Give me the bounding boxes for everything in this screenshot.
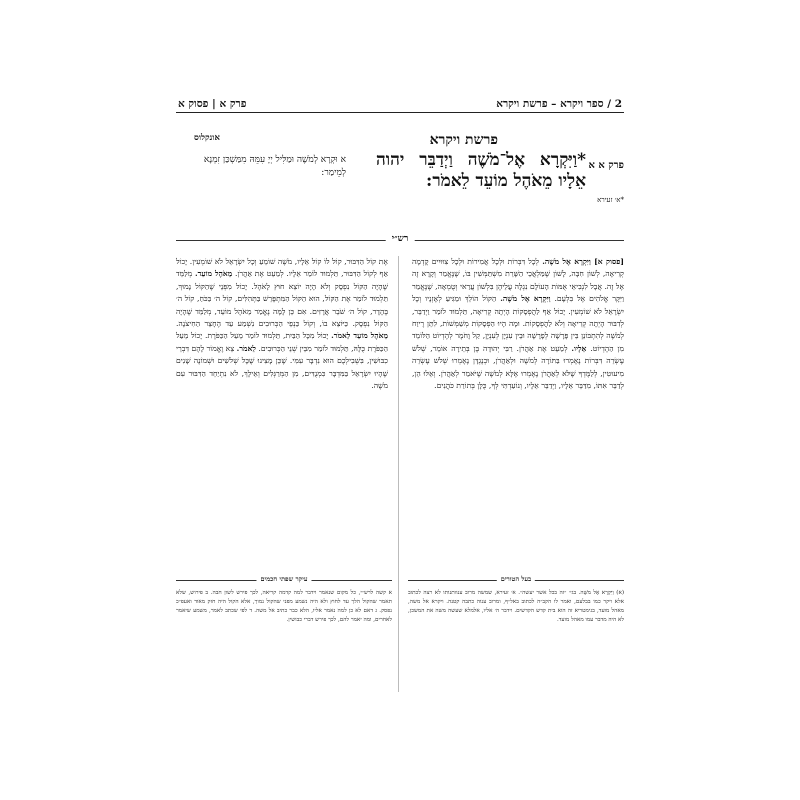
rashi-body: מְלַמֵּד שֶׁהָיָה הַקּוֹל נִפְסָק וְלֹא הָיָה יוֹצֵא חוּץ לָאֹהֶל. יָכוֹל מִפְּנֵי שֶׁהַקּוֹל נָמוּךְ, תַּלְמוּד לוֹמַר אֶת הַקּוֹל, הוּא הַקּוֹל הַמִּתְפָּרֵשׁ בַּתְּהִלִּים, קוֹל ה׳ בַּכֹּחַ, קוֹל ה׳ בֶּהָדָר, קוֹל ה׳ שֹׁבֵר אֲרָזִים. אִם כֵּן לָמָּה נֶאֱמַר מֵאֹהֶל מוֹעֵד, מְלַמֵּד שֶׁהָיָה הַקּוֹל נִפְסָק. כַּיּוֹצֵא בוֹ, וְקוֹל כַּנְפֵי הַכְּרוּבִים נִשְׁמַע עַד הֶחָצֵר הַחִיצֹנָה. [176, 269, 388, 329]
rashi-heading: מֵאֹהֶל מוֹעֵד לֵאמֹר. [331, 331, 388, 341]
ikar-siftei-title: עיקר שפתי חכמים [256, 575, 311, 583]
verse-label: פרק א א [588, 160, 624, 171]
header-chapter-verse: פרק א | פסוק א [178, 98, 247, 110]
rashi-column-right [412, 256, 624, 574]
verse-text: *וַיִּקְרָא אֶל־מֹשֶׁה וַיְדַבֵּר יהוה אֵלָיו מֵאֹהֶל מוֹעֵד לֵאמֹר: [376, 150, 586, 191]
onkelos-text: א וּקְרָא לְמֹשֶׁה וּמַלִּיל יְיָ עִמֵּהּ מִמַּשְׁכַּן זִמְנָא לְמֵימַר: [203, 155, 346, 178]
header-book-parsha: 2 / ספר ויקרא – פרשת ויקרא [496, 98, 622, 110]
ikar-siftei-text: א קשה לרש״י, כל מקום שנאמר וידבר למה קדמה קריאה, לכך פירש לשון חבה. ב פירוש, שלא תאמר שהקול הלך עד לחוץ ולא היה נשמע מפני שהקול נמוך, אלא הקול היה חזק מאוד ואעפ״כ נפסק. ג דאם לא כן למה נאמר אליו, הלא כבר כתיב אל משה. ד לפי שכתב לאמר, משמע שיאמר לאחרים, ומה יאמר להם, לכך פירש דברי כבושין. [176, 590, 392, 623]
parsha-title: פרשת ויקרא [429, 132, 498, 148]
page-header [176, 92, 624, 113]
rashi-body: לְמַעֵט אֶת אַהֲרֹן. רַבִּי יְהוּדָה בֶּן בְּתֵירָה אוֹמֵר, שְׁלֹשׁ עֶשְׂרֵה דִּבְּרוֹת נֶאֶמְרוּ בַּתּוֹרָה לְמֹשֶׁה וּלְאַהֲרֹן, וּכְנֶגְדָּן נֶאֶמְרוּ שְׁלֹשׁ עֶשְׂרֵה מִיעוּטִין, לְלַמֶּדְךָ שֶׁלֹּא לְאַהֲרֹן נֶאֶמְרוּ אֶלָּא לְמֹשֶׁה שֶׁיֹּאמַר לְאַהֲרֹן. וְאֵלּוּ הֵן, לְדַבֵּר אִתּוֹ, מִדַּבֵּר אֵלָיו, וַיְדַבֵּר אֵלָיו, וְנוֹעַדְתִּי לְךָ, כֻּלָּן בְּתוֹרַת כֹּהֲנִים. [412, 343, 624, 391]
rashi-heading: אֵלָיו. [571, 343, 587, 353]
rashi-body: יָכוֹל מִכָּל הַבַּיִת, תַּלְמוּד לוֹמַר מֵעַל הַכַּפֹּרֶת. יָכוֹל מֵעַל הַכַּפֹּרֶת כֻּלָּהּ, תַּלְמוּד לוֹמַר מִבֵּין שְׁנֵי הַכְּרוּבִים. [176, 331, 389, 353]
rashi-heading: לֵאמֹר. [236, 343, 256, 353]
rashi-column-left [176, 256, 388, 574]
rashi-heading: מֵאֹהֶל מוֹעֵד. [194, 269, 233, 279]
rashi-body: לְכָל דִּבְּרוֹת וּלְכָל אֲמִירוֹת וּלְכָל צִוּוּיִים קָדְמָה קְרִיאָה, לְשׁוֹן חִבָּה, לָשׁוֹן שֶׁמַּלְאֲכֵי הַשָּׁרֵת מִשְׁתַּמְּשִׁין בּוֹ, שֶׁנֶּאֱמַר וְקָרָא זֶה אֶל זֶה. אֲבָל לִנְבִיאֵי אֻמּוֹת הָעוֹלָם נִגְלָה עֲלֵיהֶן בִּלְשׁוֹן עֲרַאי וְטֻמְאָה, שֶׁנֶּאֱמַר וַיִּקָּר אֱלֹהִים אֶל בִּלְעָם. [412, 257, 624, 304]
rashi-heading: וַיִּקְרָא אֶל מֹשֶׁה. [500, 294, 551, 304]
rashi-heading: [פסוק א] וַיִּקְרָא אֶל מֹשֶׁה. [542, 257, 625, 266]
page [176, 90, 624, 702]
baal-haturim-title: בעל הטורים [497, 575, 535, 583]
verse-note: *א׳ זעירא [597, 196, 624, 204]
rashi-body: אֶת קוֹל הַדִּבּוּר, קוֹל לוֹ קוֹל אֵלָיו, מֹשֶׁה שׁוֹמֵעַ וְכָל יִשְׂרָאֵל לֹא שׁוֹמְעִין. יָכוֹל אַף לְקוֹל הַדִּבּוּר, תַּלְמוּד לוֹמַר אֵלָיו. לְמַעֵט אֶת אַהֲרֹן. [176, 257, 389, 279]
rashi-body: הַקּוֹל הוֹלֵךְ וּמַגִּיעַ לְאָזְנָיו וְכָל יִשְׂרָאֵל לֹא שׁוֹמְעִין. יָכוֹל אַף לַהֲפְסָקוֹת הָיְתָה קְרִיאָה, תַּלְמוּד לוֹמַר וַיְדַבֵּר, לְדִבּוּר הָיְתָה קְרִיאָה וְלֹא לַהֲפְסָקוֹת. וּמָה הָיוּ הַפְסָקוֹת מְשַׁמְּשׁוֹת, לִתֵּן רֶיוַח לְמֹשֶׁה לְהִתְבּוֹנֵן בֵּין פָּרָשָׁה לְפָרָשָׁה וּבֵין עִנְיָן לְעִנְיָן, קַל וָחֹמֶר לְהֶדְיוֹט הַלּוֹמֵד מִן הַהֶדְיוֹט. [412, 294, 624, 353]
onkelos-title: אונקלוס [194, 133, 220, 143]
baal-haturim-box [408, 575, 624, 693]
baal-haturim-text: (א) וַיִּקְרָא אֶל מֹשֶׁה. בגי׳ ״זה בכל אשר יעשה״. א׳ זעירא, שמשה מרוב ענוותנותו לא רצה לכתוב אלא ויקר כמו בבלעם, ואמר לו הקב״ה לכתוב באל״ף, ומרוב ענוה כתבה קטנה. ויקרא אל משה, מאהל מועד, בגימטריא זה הוא בית קדש הקדשים. וידבר ה׳ אליו, אלמלא שעשה משה את המשכן, לא היה מדבר עמו מאהל מועד. [408, 590, 624, 623]
column-divider [398, 256, 399, 692]
rashi-divider [176, 234, 624, 251]
rashi-title: רש״י [386, 233, 415, 244]
ikar-siftei-box [176, 575, 392, 693]
rashi-body: צֵא וֶאֱמוֹר לָהֶם דִּבְרֵי כִבּוּשִׁין, בִּשְׁבִילְכֶם הוּא נִדְבָּר עִמִּי. שֶׁכֵּן מָצִינוּ שֶׁכָּל שְׁלֹשִׁים וּשְׁמוֹנֶה שָׁנִים שֶׁהָיוּ יִשְׂרָאֵל בַּמִּדְבָּר כִּמְנֻדִּים, מִן הַמְּרַגְּלִים וְאֵילָךְ, לֹא נִתְיַחֵד הַדִּבּוּר עִם מֹשֶׁה. [176, 343, 388, 391]
